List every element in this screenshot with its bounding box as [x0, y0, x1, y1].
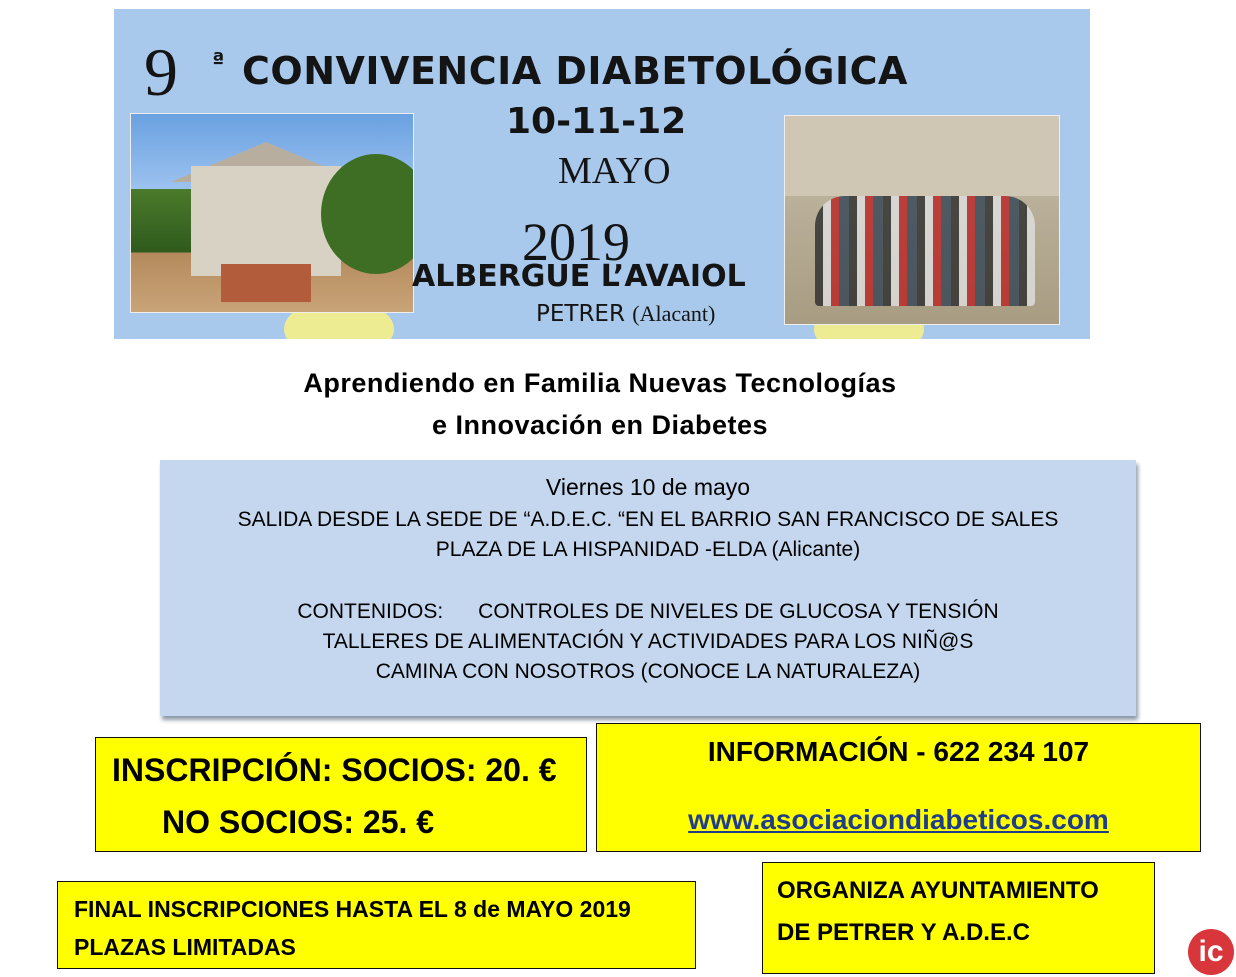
website-link[interactable]: www.asociaciondiabeticos.com [688, 804, 1109, 835]
organizer-box [762, 862, 1155, 974]
edition-number: 9 [144, 34, 178, 110]
group-photo [784, 115, 1060, 325]
event-venue: ALBERGUE L’AVAIOL [412, 259, 746, 294]
event-dates: 10-11-12 [506, 101, 687, 142]
program-departure-1: SALIDA DESDE LA SEDE DE “A.D.E.C. “EN EL BARRIO SAN FRANCISCO DE SALES [237, 508, 1059, 531]
registration-non-members: NO SOCIOS: 25. € [162, 804, 435, 840]
photo-building [785, 116, 1059, 196]
event-year: 2019 [522, 212, 630, 272]
photo-people [815, 196, 1035, 306]
photo-wall [221, 264, 311, 302]
subtitle-text-1: Aprendiendo en Familia Nuevas Tecnologías [303, 368, 897, 398]
program-departure-2: PLAZA DE LA HISPANIDAD -ELDA (Alicante) [435, 538, 861, 561]
information-website-row [597, 804, 1200, 836]
town-province: (Alacant) [632, 301, 716, 326]
event-banner [114, 9, 1090, 339]
registration-box [95, 737, 587, 852]
banner-title: CONVIVENCIA DIABETOLÓGICA [242, 49, 908, 93]
subtitle-line-1 [0, 368, 1230, 399]
subtitle-text-2: e Innovación en Diabetes [431, 410, 769, 440]
deadline-box [57, 881, 696, 969]
event-month: MAYO [558, 150, 671, 192]
program-box [160, 460, 1136, 716]
program-contents-3: CAMINA CON NOSOTROS (CONOCE LA NATURALEZA) [375, 660, 921, 683]
deadline-date: FINAL INSCRIPCIONES HASTA EL 8 de MAYO 2019 [74, 896, 631, 922]
event-town [536, 301, 715, 327]
town-name: PETRER [536, 301, 625, 327]
organizer-line-2: DE PETRER Y A.D.E.C [777, 919, 1030, 946]
ic-logo-icon: ic [1188, 929, 1234, 975]
program-day: Viernes 10 de mayo [545, 474, 751, 500]
program-contents-1: CONTENIDOS: CONTROLES DE NIVELES DE GLUCOSA Y TENSIÓN [297, 600, 999, 623]
registration-members: INSCRIPCIÓN: SOCIOS: 20. € [112, 752, 557, 788]
photo-house [191, 166, 341, 276]
subtitle-line-2 [0, 410, 1230, 441]
organizer-line-1: ORGANIZA AYUNTAMIENTO [777, 877, 1099, 904]
edition-suffix: ª [212, 49, 225, 74]
limited-places: PLAZAS LIMITADAS [74, 934, 296, 960]
hostel-photo [130, 113, 414, 313]
information-box [596, 723, 1201, 852]
program-contents-2: TALLERES DE ALIMENTACIÓN Y ACTIVIDADES PARA LOS NIÑ@S [322, 630, 974, 653]
information-phone: INFORMACIÓN - 622 234 107 [707, 736, 1090, 767]
